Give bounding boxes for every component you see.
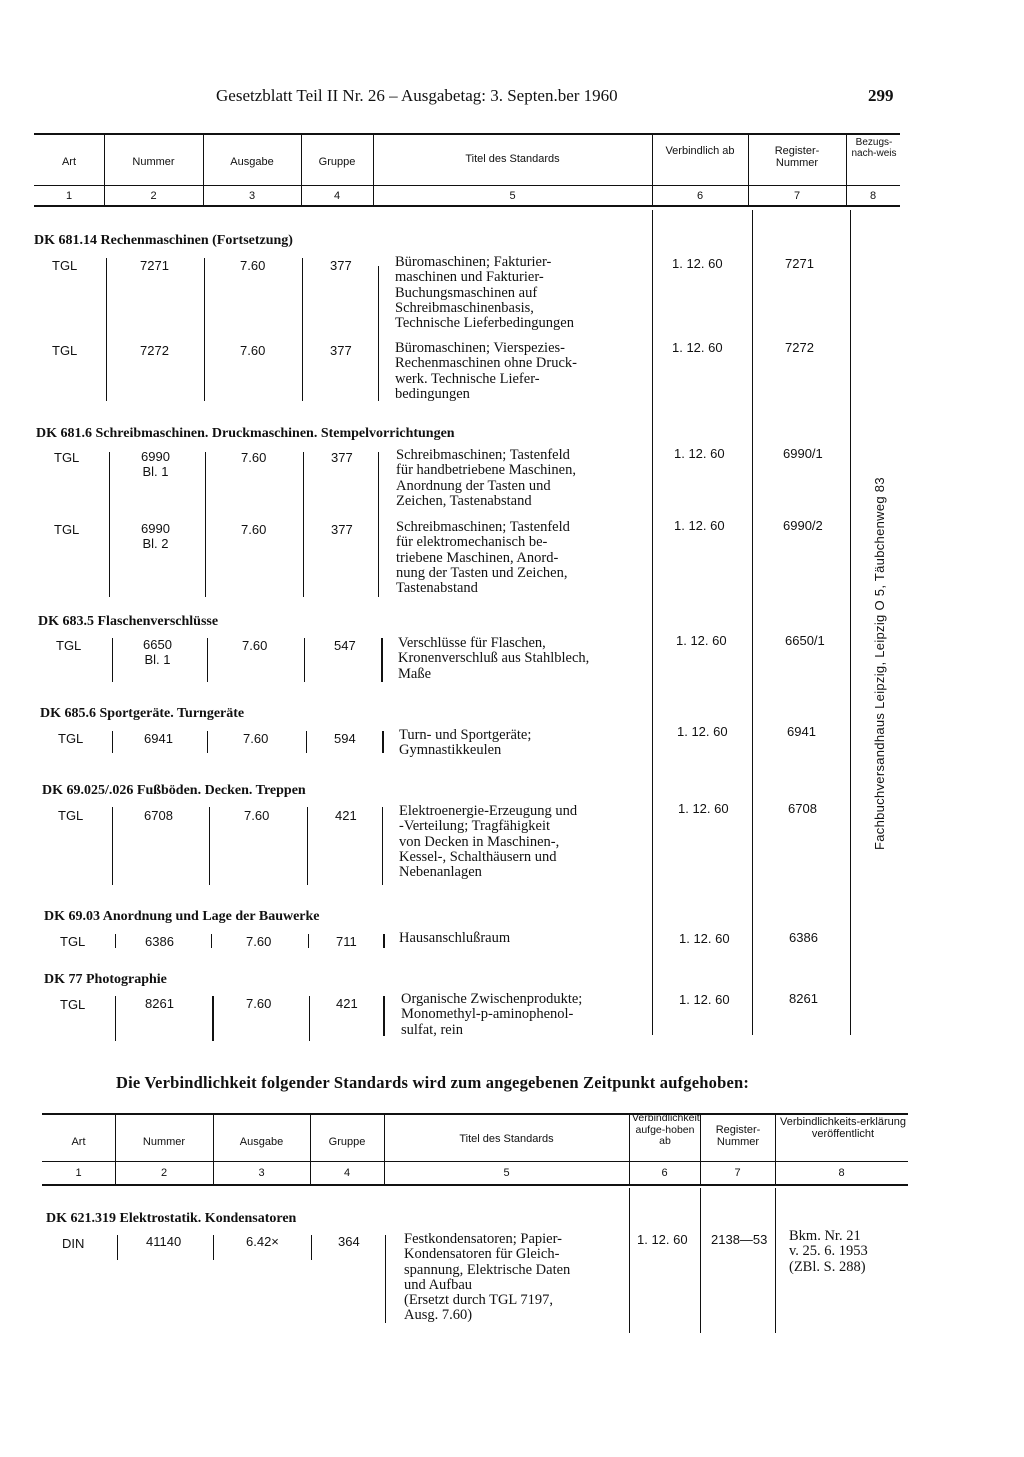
row-rule (303, 452, 304, 597)
nummer-cell: 7272 (140, 343, 169, 358)
col-header-nummer: Nummer (142, 1136, 186, 1148)
verbindlich-cell: 1. 12. 60 (676, 633, 727, 648)
art-cell: TGL (52, 258, 78, 273)
row-rule (382, 731, 384, 753)
nummer-cell: 6990 Bl. 1 (141, 449, 170, 480)
row-rule (106, 258, 107, 401)
col-number: 4 (343, 1167, 351, 1179)
register-cell: 6990/2 (783, 518, 823, 533)
titel-cell: Schreibmaschinen; Tastenfeld für elektromechanisch be- triebene Maschinen, Anord- nung der Tasten und Zeichen, Tastenabstand (396, 519, 570, 597)
col-header-register: Register-Nummer (715, 1124, 761, 1148)
bezugsnachweis-text: Fachbuchversandhaus Leipzig, Leipzig O 5, Täubchenweg 83 (872, 477, 887, 850)
register-cell: 7271 (785, 256, 814, 271)
col-header-ausgabe: Ausgabe (230, 156, 274, 168)
art-cell: TGL (60, 934, 86, 949)
row-rule (307, 807, 308, 885)
header-bottom-rule (42, 1184, 908, 1186)
gruppe-cell: 547 (334, 638, 356, 653)
section-heading: DK 69.025/.026 Fußböden. Decken. Treppen (42, 783, 306, 798)
verbindlich-cell: 1. 12. 60 (672, 256, 723, 271)
art-cell: TGL (56, 638, 82, 653)
register-cell: 7272 (785, 340, 814, 355)
row-rule (311, 1235, 312, 1260)
gruppe-cell: 421 (336, 996, 358, 1011)
col-number: 7 (793, 190, 801, 202)
page-number: 299 (868, 86, 894, 105)
art-cell: TGL (54, 450, 80, 465)
row-rule (204, 258, 205, 401)
row-rule (211, 934, 212, 948)
ausgabe-cell: 7.60 (246, 934, 272, 949)
col-header-ausgabe: Ausgabe (239, 1136, 284, 1148)
ausgabe-cell: 7.60 (241, 450, 267, 465)
col-rule (652, 210, 653, 1035)
nummer-cell: 8261 (145, 996, 174, 1011)
col-number: 2 (160, 1167, 168, 1179)
row-rule (385, 1235, 386, 1323)
ausgabe-cell: 6.42× (246, 1234, 279, 1249)
ausgabe-cell: 7.60 (246, 996, 272, 1011)
verbindlich-cell: 1. 12. 60 (679, 931, 730, 946)
col-header-art: Art (61, 156, 77, 168)
register-cell: 6990/1 (783, 446, 823, 461)
row-rule (381, 638, 383, 682)
header-bottom-rule (34, 205, 900, 207)
col-number: 5 (509, 190, 516, 202)
verbindlich-cell: 1. 12. 60 (674, 518, 725, 533)
row-rule (207, 731, 208, 753)
ausgabe-cell: 7.60 (240, 343, 266, 358)
col-rule (700, 1188, 701, 1333)
col-number: 3 (258, 1167, 265, 1179)
row-rule (212, 996, 214, 1041)
titel-cell: Elektroenergie-Erzeugung und -Verteilung; Tragfähigkeit von Decken in Maschinen-, Kessel-, Schalthäusern und Nebenanlagen (399, 803, 578, 881)
row-rule (112, 731, 113, 753)
row-rule (115, 934, 116, 948)
nummer-cell: 6941 (144, 731, 173, 746)
ausgabe-cell: 7.60 (242, 638, 268, 653)
col-number: 3 (248, 190, 256, 202)
register-cell: 6650/1 (785, 633, 825, 648)
section-heading: DK 683.5 Flaschenverschlüsse (38, 614, 219, 629)
ausgabe-cell: 7.60 (243, 731, 269, 746)
section-heading: DK 69.03 Anordnung und Lage der Bauwerke (44, 909, 320, 924)
gruppe-cell: 377 (330, 343, 352, 358)
nummer-cell: 7271 (140, 258, 169, 273)
art-cell: TGL (52, 343, 78, 358)
row-rule (308, 934, 309, 948)
col-number: 8 (869, 190, 877, 202)
verbindlich-cell: 1. 12. 60 (679, 992, 730, 1007)
col-number: 5 (503, 1167, 510, 1179)
row-rule (378, 266, 379, 401)
col-header-register: Register-Nummer (774, 145, 820, 169)
row-rule (309, 996, 310, 1041)
verbindlich-cell: 1. 12. 60 (672, 340, 723, 355)
ausgabe-cell: 7.60 (244, 808, 270, 823)
row-rule (117, 1235, 118, 1260)
section-heading: DK 685.6 Sportgeräte. Turngeräte (40, 706, 245, 721)
register-cell: 2138—53 (711, 1232, 768, 1247)
nummer-cell: 6990 Bl. 2 (141, 521, 170, 552)
titel-cell: Organische Zwischenprodukte; Monomethyl-p-aminophenol- sulfat, rein (401, 991, 583, 1038)
row-rule (302, 258, 303, 401)
col-header-titel: Titel des Standards (465, 153, 560, 165)
col-header-gruppe: Gruppe (328, 1136, 366, 1148)
register-cell: 6386 (789, 930, 818, 945)
header-divider (42, 1161, 908, 1162)
register-cell: 8261 (789, 991, 818, 1006)
nummer-cell: 41140 (146, 1234, 182, 1249)
row-rule (115, 996, 116, 1041)
verbindlich-cell: 1. 12. 60 (678, 801, 729, 816)
row-rule (209, 807, 210, 885)
section-heading: DK 681.14 Rechenmaschinen (Fortsetzung) (34, 233, 293, 248)
col-rule (775, 1188, 776, 1333)
titel-cell: Verschlüsse für Flaschen, Kronenverschluß aus Stahlblech, Maße (398, 635, 590, 682)
gruppe-cell: 377 (330, 258, 352, 273)
col-header-titel: Titel des Standards (459, 1133, 554, 1145)
row-rule (205, 452, 206, 597)
ausgabe-cell: 7.60 (240, 258, 266, 273)
row-rule (306, 731, 307, 753)
nummer-cell: 6650 Bl. 1 (143, 637, 172, 668)
row-rule (383, 996, 385, 1036)
art-cell: TGL (58, 808, 84, 823)
titel-cell: Hausanschlußraum (399, 930, 511, 946)
veroeffentlicht-cell: Bkm. Nr. 21 v. 25. 6. 1953 (ZBl. S. 288) (789, 1228, 868, 1275)
col-rule (752, 210, 753, 1035)
col-number: 1 (75, 1167, 82, 1179)
row-rule (382, 807, 383, 885)
col-number: 7 (734, 1167, 741, 1179)
col-rule (629, 1188, 630, 1333)
table-top-rule (34, 133, 900, 135)
titel-cell: Festkondensatoren; Papier- Kondensatoren für Gleich- spannung, Elektrische Daten und Aufbau (Ersetzt durch TGL 7197, Ausg. 7.60) (404, 1231, 571, 1324)
col-rule (850, 210, 851, 1035)
section-heading: DK 621.319 Elektrostatik. Kondensatoren (46, 1211, 297, 1226)
gruppe-cell: 421 (335, 808, 357, 823)
art-cell: TGL (60, 997, 86, 1012)
col-number: 6 (661, 1167, 668, 1179)
gruppe-cell: 364 (338, 1234, 360, 1249)
row-rule (304, 638, 305, 682)
row-rule (213, 1235, 214, 1260)
art-cell: TGL (54, 522, 80, 537)
header-divider (34, 185, 900, 186)
ausgabe-cell: 7.60 (241, 522, 267, 537)
row-rule (109, 452, 110, 597)
row-rule (383, 934, 385, 948)
verbindlich-cell: 1. 12. 60 (677, 724, 728, 739)
titel-cell: Büromaschinen; Vierspezies- Rechenmaschinen ohne Druck- werk. Technische Liefer- bedingungen (395, 340, 577, 402)
col-header-aufgehoben: Verbindlichkeit aufge-hoben ab (632, 1112, 700, 1147)
gruppe-cell: 377 (331, 522, 353, 537)
section-heading: DK 77 Photographie (44, 972, 167, 987)
titel-cell: Turn- und Sportgeräte; Gymnastikkeulen (399, 727, 532, 759)
art-cell: DIN (62, 1236, 85, 1251)
running-header: Gesetzblatt Teil II Nr. 26 – Ausgabetag: 3. Septen.ber 1960 (216, 86, 618, 105)
col-number: 4 (333, 190, 341, 202)
titel-cell: Schreibmaschinen; Tastenfeld für handbetriebene Maschinen, Anordnung der Tasten und Zeichen, Tastenabstand (396, 447, 576, 509)
col-number: 2 (150, 190, 157, 202)
col-header-bezugsnachweis: Bezugs-nach-weis (851, 137, 897, 159)
gruppe-cell: 594 (334, 731, 356, 746)
col-header-veroeffentlicht: Verbindlichkeits-erklärung veröffentlicht (780, 1116, 906, 1140)
section-heading: DK 681.6 Schreibmaschinen. Druckmaschinen. Stempelvorrichtungen (36, 426, 455, 441)
col-header-verbindlich: Verbindlich ab (665, 145, 735, 157)
aufgehoben-cell: 1. 12. 60 (637, 1232, 688, 1247)
register-cell: 6941 (787, 724, 816, 739)
register-cell: 6708 (788, 801, 817, 816)
nummer-cell: 6386 (145, 934, 174, 949)
col-header-nummer: Nummer (132, 156, 175, 168)
gruppe-cell: 711 (336, 934, 357, 949)
row-rule (112, 807, 113, 885)
table-top-rule (42, 1113, 908, 1115)
row-rule (207, 638, 208, 682)
col-number: 6 (696, 190, 704, 202)
subheading: Die Verbindlichkeit folgender Standards wird zum angegebenen Zeitpunkt aufgehoben: (116, 1073, 750, 1092)
col-number: 8 (838, 1167, 845, 1179)
titel-cell: Büromaschinen; Fakturier- maschinen und Fakturier- Buchungsmaschinen auf Schreibmaschinenbasis, Technische Lieferbedingungen (395, 254, 574, 332)
row-rule (112, 638, 113, 682)
verbindlich-cell: 1. 12. 60 (674, 446, 725, 461)
row-rule (378, 452, 379, 597)
nummer-cell: 6708 (144, 808, 173, 823)
art-cell: TGL (58, 731, 84, 746)
gruppe-cell: 377 (331, 450, 353, 465)
col-header-art: Art (71, 1136, 86, 1148)
col-header-gruppe: Gruppe (318, 156, 356, 168)
col-number: 1 (65, 190, 73, 202)
